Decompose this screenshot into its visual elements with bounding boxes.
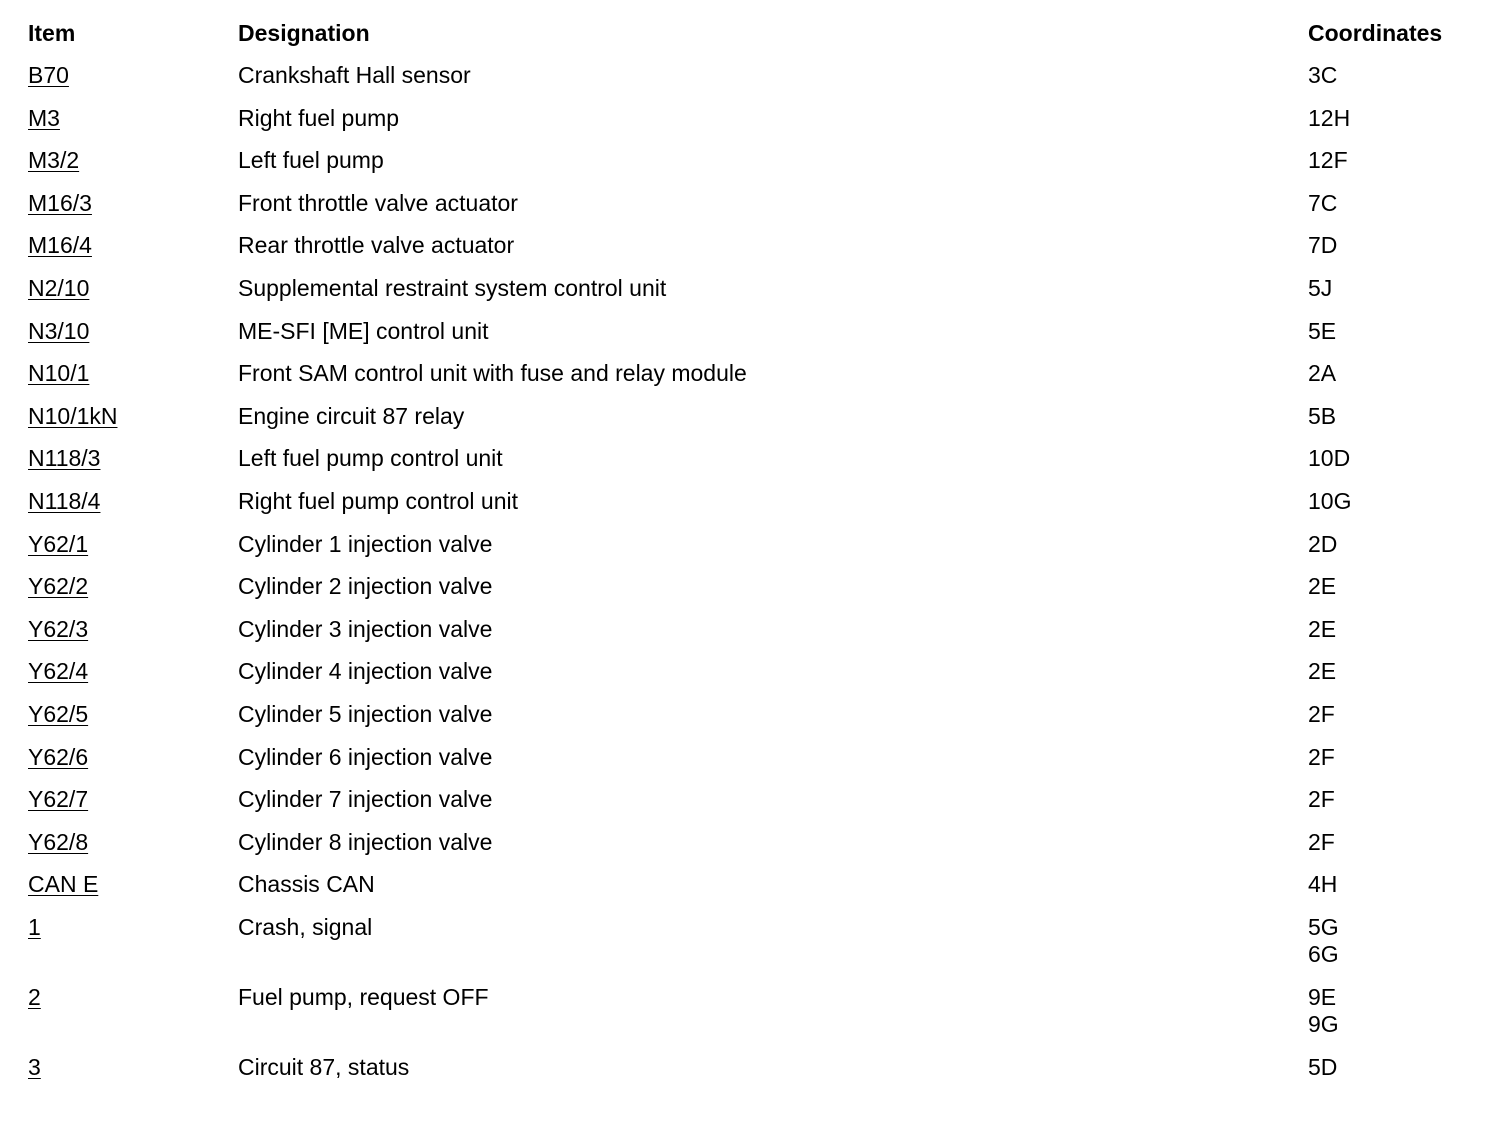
table-row bbox=[28, 701, 1478, 744]
designation-cell: Left fuel pump bbox=[238, 147, 384, 174]
item-link[interactable]: B70 bbox=[28, 62, 69, 88]
table-row bbox=[28, 232, 1478, 275]
designation-cell: Right fuel pump bbox=[238, 104, 400, 131]
header-designation: Designation bbox=[238, 20, 370, 46]
item-cell bbox=[28, 984, 238, 1011]
item-link[interactable]: 3 bbox=[28, 1053, 41, 1080]
designation-cell: Cylinder 8 injection valve bbox=[238, 828, 493, 855]
coordinate-value: 5G bbox=[1308, 913, 1339, 940]
item-link[interactable]: 2 bbox=[28, 983, 41, 1010]
item-link[interactable]: N3/10 bbox=[28, 317, 90, 344]
item-link[interactable]: N118/4 bbox=[28, 487, 101, 514]
table-row bbox=[28, 871, 1478, 914]
coordinates-cell bbox=[1308, 403, 1478, 430]
designation-cell: Engine circuit 87 relay bbox=[238, 402, 465, 429]
designation-cell: Cylinder 6 injection valve bbox=[238, 743, 493, 770]
item-link[interactable]: M16/4 bbox=[28, 232, 92, 259]
designation-cell: Cylinder 7 injection valve bbox=[238, 786, 493, 813]
item-cell bbox=[28, 871, 238, 898]
item-cell bbox=[28, 701, 238, 728]
item-cell bbox=[28, 318, 238, 345]
designation-cell: Front SAM control unit with fuse and relay module bbox=[238, 360, 747, 387]
coordinates-cell bbox=[1308, 829, 1478, 856]
item-cell bbox=[28, 531, 238, 558]
designation-cell: Crash, signal bbox=[238, 913, 373, 940]
item-link[interactable]: Y62/6 bbox=[28, 743, 89, 770]
item-cell bbox=[28, 445, 238, 472]
coordinate-value: 2F bbox=[1308, 743, 1335, 770]
coordinates-cell bbox=[1308, 658, 1478, 685]
item-link[interactable]: Y62/2 bbox=[28, 573, 89, 600]
designation-cell: Cylinder 4 injection valve bbox=[238, 658, 493, 685]
designation-cell: Supplemental restraint system control unit bbox=[238, 274, 667, 301]
table-row bbox=[28, 62, 1478, 105]
coordinate-value: 5J bbox=[1308, 274, 1333, 301]
coordinate-value: 5D bbox=[1308, 1053, 1338, 1080]
coordinates-cell bbox=[1308, 1054, 1478, 1081]
coordinates-cell bbox=[1308, 147, 1478, 174]
designation-cell: ME-SFI [ME] control unit bbox=[238, 317, 489, 344]
item-cell bbox=[28, 786, 238, 813]
item-link[interactable]: Y62/4 bbox=[28, 658, 89, 685]
item-cell bbox=[28, 232, 238, 259]
coordinate-value: 4H bbox=[1308, 871, 1338, 898]
coordinate-value: 6G bbox=[1308, 940, 1339, 967]
coordinates-cell bbox=[1308, 105, 1478, 132]
coordinates-cell bbox=[1308, 445, 1478, 472]
table-row bbox=[28, 616, 1478, 659]
item-cell bbox=[28, 275, 238, 302]
table-row bbox=[28, 829, 1478, 872]
coordinates-cell bbox=[1308, 360, 1478, 387]
table-row bbox=[28, 658, 1478, 701]
table-row bbox=[28, 573, 1478, 616]
item-link[interactable]: Y62/5 bbox=[28, 700, 89, 727]
coordinates-cell bbox=[1308, 871, 1478, 898]
coordinates-cell bbox=[1308, 275, 1478, 302]
coordinate-value: 9G bbox=[1308, 1010, 1339, 1037]
coordinates-cell bbox=[1308, 744, 1478, 771]
coordinate-value: 2F bbox=[1308, 786, 1335, 813]
table-row bbox=[28, 744, 1478, 787]
table-row bbox=[28, 275, 1478, 318]
table-body bbox=[28, 62, 1478, 1096]
coordinates-cell bbox=[1308, 62, 1478, 89]
table-row bbox=[28, 360, 1478, 403]
coordinates-cell bbox=[1308, 984, 1478, 1038]
item-cell bbox=[28, 1054, 238, 1081]
table-row bbox=[28, 147, 1478, 190]
item-link[interactable]: N10/1 bbox=[28, 360, 90, 387]
coordinate-value: 10D bbox=[1308, 445, 1351, 472]
legend-table bbox=[28, 20, 1478, 1096]
item-cell bbox=[28, 829, 238, 856]
coordinate-value: 2E bbox=[1308, 658, 1337, 685]
header-coordinates: Coordinates bbox=[1308, 20, 1443, 46]
designation-cell: Front throttle valve actuator bbox=[238, 189, 518, 216]
coordinates-cell bbox=[1308, 531, 1478, 558]
item-link[interactable]: Y62/1 bbox=[28, 530, 89, 557]
item-cell bbox=[28, 105, 238, 132]
coordinate-value: 2A bbox=[1308, 360, 1337, 387]
coordinate-value: 10G bbox=[1308, 487, 1352, 514]
coordinates-cell bbox=[1308, 914, 1478, 968]
coordinate-value: 2F bbox=[1308, 700, 1335, 727]
coordinates-cell bbox=[1308, 573, 1478, 600]
table-row bbox=[28, 445, 1478, 488]
table-row bbox=[28, 914, 1478, 984]
designation-cell: Crankshaft Hall sensor bbox=[238, 62, 471, 88]
item-cell bbox=[28, 147, 238, 174]
table-row bbox=[28, 403, 1478, 446]
table-row bbox=[28, 1054, 1478, 1097]
designation-cell: Circuit 87, status bbox=[238, 1053, 410, 1080]
coordinate-value: 2E bbox=[1308, 615, 1337, 642]
item-link[interactable]: 1 bbox=[28, 913, 41, 940]
coordinates-cell bbox=[1308, 616, 1478, 643]
table-header bbox=[28, 20, 1478, 62]
designation-cell: Chassis CAN bbox=[238, 871, 375, 898]
item-cell bbox=[28, 744, 238, 771]
item-cell bbox=[28, 190, 238, 217]
designation-cell: Cylinder 2 injection valve bbox=[238, 573, 493, 600]
item-cell bbox=[28, 658, 238, 685]
item-link[interactable]: M3 bbox=[28, 104, 60, 131]
item-cell bbox=[28, 616, 238, 643]
table-row bbox=[28, 190, 1478, 233]
table-row bbox=[28, 318, 1478, 361]
coordinates-cell bbox=[1308, 190, 1478, 217]
coordinate-value: 7D bbox=[1308, 232, 1338, 259]
coordinate-value: 2E bbox=[1308, 573, 1337, 600]
coordinate-value: 12H bbox=[1308, 104, 1351, 131]
coordinates-cell bbox=[1308, 701, 1478, 728]
table-row bbox=[28, 531, 1478, 574]
designation-cell: Fuel pump, request OFF bbox=[238, 983, 489, 1010]
coordinates-cell bbox=[1308, 786, 1478, 813]
item-cell bbox=[28, 914, 238, 941]
coordinates-cell bbox=[1308, 488, 1478, 515]
coordinate-value: 9E bbox=[1308, 983, 1337, 1010]
item-cell bbox=[28, 488, 238, 515]
item-cell bbox=[28, 573, 238, 600]
designation-cell: Right fuel pump control unit bbox=[238, 487, 518, 514]
coordinate-value: 2D bbox=[1308, 530, 1338, 557]
item-link[interactable]: M3/2 bbox=[28, 147, 80, 174]
designation-cell: Rear throttle valve actuator bbox=[238, 232, 515, 259]
header-item: Item bbox=[28, 20, 76, 46]
table-row bbox=[28, 105, 1478, 148]
item-link[interactable]: N118/3 bbox=[28, 445, 101, 472]
item-link[interactable]: N10/1kN bbox=[28, 402, 118, 429]
designation-cell: Left fuel pump control unit bbox=[238, 445, 503, 472]
item-cell bbox=[28, 403, 238, 430]
item-cell bbox=[28, 62, 238, 89]
item-link[interactable]: CAN E bbox=[28, 871, 99, 898]
coordinate-value: 5E bbox=[1308, 317, 1337, 344]
coordinates-cell bbox=[1308, 232, 1478, 259]
coordinate-value: 7C bbox=[1308, 189, 1338, 216]
designation-cell: Cylinder 3 injection valve bbox=[238, 615, 493, 642]
coordinate-value: 12F bbox=[1308, 147, 1348, 174]
item-link[interactable]: Y62/8 bbox=[28, 828, 89, 855]
table-row bbox=[28, 488, 1478, 531]
coordinate-value: 5B bbox=[1308, 402, 1337, 429]
item-cell bbox=[28, 360, 238, 387]
item-link[interactable]: M16/3 bbox=[28, 189, 92, 216]
coordinates-cell bbox=[1308, 318, 1478, 345]
coordinate-value: 2F bbox=[1308, 828, 1335, 855]
table-row bbox=[28, 984, 1478, 1054]
designation-cell: Cylinder 5 injection valve bbox=[238, 700, 493, 727]
coordinate-value: 3C bbox=[1308, 62, 1338, 88]
designation-cell: Cylinder 1 injection valve bbox=[238, 530, 493, 557]
item-link[interactable]: Y62/7 bbox=[28, 786, 89, 813]
table-row bbox=[28, 786, 1478, 829]
item-link[interactable]: Y62/3 bbox=[28, 615, 89, 642]
item-link[interactable]: N2/10 bbox=[28, 274, 90, 301]
